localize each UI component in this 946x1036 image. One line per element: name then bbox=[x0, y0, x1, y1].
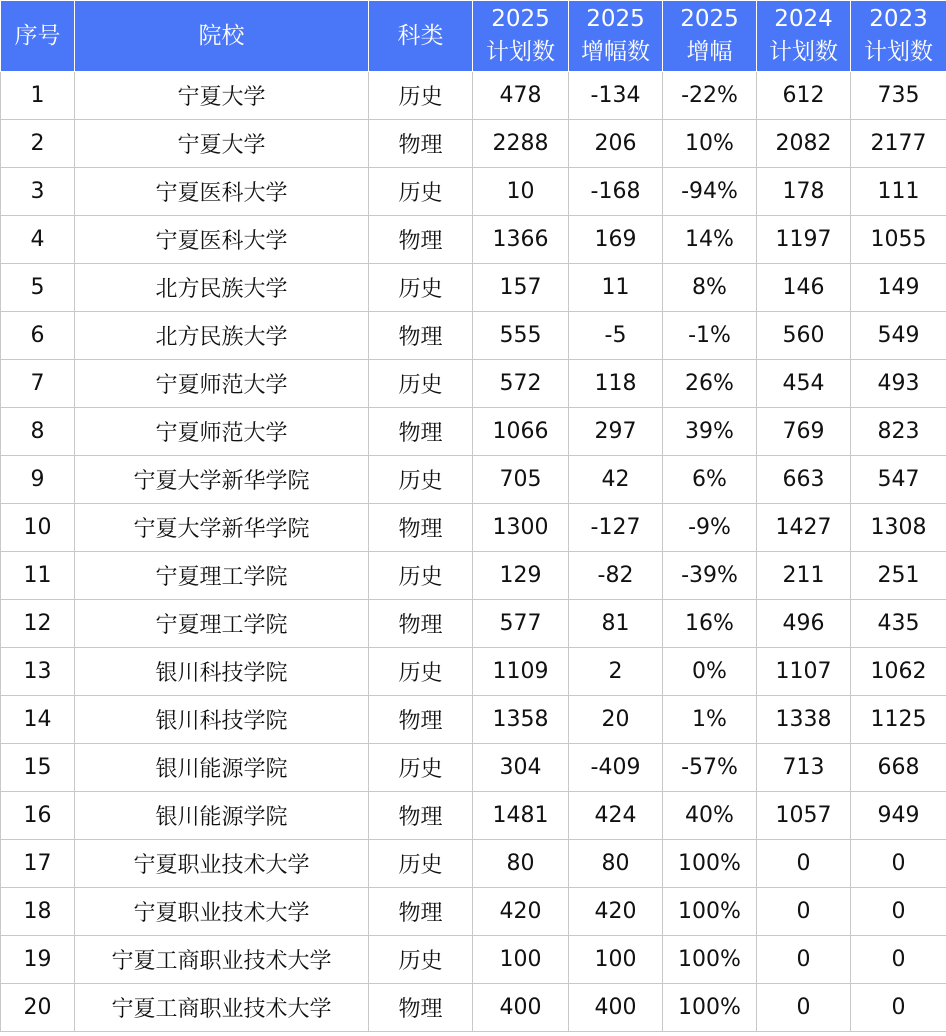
cell-school: 宁夏职业技术大学 bbox=[75, 840, 369, 888]
cell-2025-plan: 555 bbox=[473, 312, 569, 360]
cell-2025-change-rate: 100% bbox=[663, 840, 757, 888]
cell-2025-change: -409 bbox=[569, 744, 663, 792]
cell-school: 宁夏大学 bbox=[75, 120, 369, 168]
cell-index: 18 bbox=[1, 888, 75, 936]
cell-2024-plan: 1338 bbox=[757, 696, 851, 744]
table-row bbox=[1, 984, 946, 1032]
header-label-line: 2025 bbox=[680, 6, 739, 32]
header-label-line: 院校 bbox=[198, 22, 245, 49]
cell-2023-plan: 0 bbox=[851, 936, 946, 984]
cell-2025-change-rate: 6% bbox=[663, 456, 757, 504]
table-header bbox=[1, 1, 946, 72]
cell-2025-change: 400 bbox=[569, 984, 663, 1032]
cell-2023-plan: 735 bbox=[851, 72, 946, 120]
cell-school: 宁夏医科大学 bbox=[75, 168, 369, 216]
cell-2024-plan: 663 bbox=[757, 456, 851, 504]
cell-2023-plan: 111 bbox=[851, 168, 946, 216]
cell-school: 北方民族大学 bbox=[75, 312, 369, 360]
header-2025-change bbox=[569, 1, 663, 72]
cell-2023-plan: 547 bbox=[851, 456, 946, 504]
table-row bbox=[1, 120, 946, 168]
header-label-line: 科类 bbox=[397, 22, 444, 49]
cell-subject: 物理 bbox=[369, 504, 473, 552]
cell-index: 10 bbox=[1, 504, 75, 552]
cell-2024-plan: 769 bbox=[757, 408, 851, 456]
cell-2023-plan: 1062 bbox=[851, 648, 946, 696]
header-index bbox=[1, 1, 75, 72]
cell-subject: 历史 bbox=[369, 648, 473, 696]
header-label-line: 增幅数 bbox=[581, 39, 650, 65]
header-label-line: 2025 bbox=[586, 6, 645, 32]
cell-2025-change: -134 bbox=[569, 72, 663, 120]
cell-2025-plan: 1358 bbox=[473, 696, 569, 744]
cell-school: 银川能源学院 bbox=[75, 792, 369, 840]
cell-2025-change: 2 bbox=[569, 648, 663, 696]
cell-2025-plan: 577 bbox=[473, 600, 569, 648]
cell-2025-plan: 129 bbox=[473, 552, 569, 600]
cell-2025-plan: 1366 bbox=[473, 216, 569, 264]
cell-2024-plan: 0 bbox=[757, 936, 851, 984]
cell-2025-change-rate: 39% bbox=[663, 408, 757, 456]
table-row bbox=[1, 72, 946, 120]
cell-2025-change: -127 bbox=[569, 504, 663, 552]
cell-2025-change: 100 bbox=[569, 936, 663, 984]
cell-2025-change-rate: 10% bbox=[663, 120, 757, 168]
cell-2023-plan: 823 bbox=[851, 408, 946, 456]
cell-subject: 物理 bbox=[369, 888, 473, 936]
cell-2024-plan: 0 bbox=[757, 840, 851, 888]
cell-school: 宁夏医科大学 bbox=[75, 216, 369, 264]
cell-subject: 历史 bbox=[369, 936, 473, 984]
cell-2024-plan: 560 bbox=[757, 312, 851, 360]
cell-subject: 物理 bbox=[369, 408, 473, 456]
cell-2025-change-rate: 8% bbox=[663, 264, 757, 312]
cell-2025-change: 42 bbox=[569, 456, 663, 504]
header-label-line: 计划数 bbox=[486, 39, 555, 65]
cell-subject: 历史 bbox=[369, 840, 473, 888]
cell-2024-plan: 178 bbox=[757, 168, 851, 216]
table-row bbox=[1, 696, 946, 744]
cell-2025-change-rate: -9% bbox=[663, 504, 757, 552]
cell-index: 1 bbox=[1, 72, 75, 120]
cell-index: 8 bbox=[1, 408, 75, 456]
cell-2025-change: 81 bbox=[569, 600, 663, 648]
cell-2025-change: 420 bbox=[569, 888, 663, 936]
table-row bbox=[1, 312, 946, 360]
cell-2025-change: 11 bbox=[569, 264, 663, 312]
cell-2025-plan: 10 bbox=[473, 168, 569, 216]
cell-subject: 物理 bbox=[369, 600, 473, 648]
cell-school: 宁夏职业技术大学 bbox=[75, 888, 369, 936]
cell-index: 2 bbox=[1, 120, 75, 168]
cell-2024-plan: 496 bbox=[757, 600, 851, 648]
header-label-line: 计划数 bbox=[864, 39, 933, 65]
cell-subject: 物理 bbox=[369, 216, 473, 264]
cell-school: 宁夏工商职业技术大学 bbox=[75, 984, 369, 1032]
cell-2025-change-rate: -1% bbox=[663, 312, 757, 360]
cell-index: 3 bbox=[1, 168, 75, 216]
header-2023-plan bbox=[851, 1, 946, 72]
table-row bbox=[1, 888, 946, 936]
cell-2024-plan: 2082 bbox=[757, 120, 851, 168]
cell-school: 银川能源学院 bbox=[75, 744, 369, 792]
cell-subject: 物理 bbox=[369, 120, 473, 168]
cell-school: 宁夏工商职业技术大学 bbox=[75, 936, 369, 984]
cell-2023-plan: 1055 bbox=[851, 216, 946, 264]
cell-2025-change-rate: 100% bbox=[663, 936, 757, 984]
table-row bbox=[1, 168, 946, 216]
header-label-line: 计划数 bbox=[769, 39, 838, 65]
cell-2025-change: 297 bbox=[569, 408, 663, 456]
cell-2025-plan: 478 bbox=[473, 72, 569, 120]
cell-2025-change: 20 bbox=[569, 696, 663, 744]
header-subject bbox=[369, 1, 473, 72]
cell-2025-plan: 2288 bbox=[473, 120, 569, 168]
header-row bbox=[1, 1, 946, 72]
table-row bbox=[1, 408, 946, 456]
cell-subject: 历史 bbox=[369, 264, 473, 312]
table-row bbox=[1, 264, 946, 312]
cell-2023-plan: 0 bbox=[851, 888, 946, 936]
cell-2024-plan: 0 bbox=[757, 984, 851, 1032]
cell-index: 11 bbox=[1, 552, 75, 600]
cell-school: 银川科技学院 bbox=[75, 648, 369, 696]
cell-school: 宁夏师范大学 bbox=[75, 408, 369, 456]
cell-2025-plan: 1066 bbox=[473, 408, 569, 456]
cell-2025-plan: 1481 bbox=[473, 792, 569, 840]
cell-index: 19 bbox=[1, 936, 75, 984]
cell-2025-change-rate: 100% bbox=[663, 984, 757, 1032]
cell-2025-plan: 304 bbox=[473, 744, 569, 792]
header-2025-plan bbox=[473, 1, 569, 72]
cell-2024-plan: 612 bbox=[757, 72, 851, 120]
table-row bbox=[1, 456, 946, 504]
cell-index: 9 bbox=[1, 456, 75, 504]
header-label-line: 2023 bbox=[869, 6, 928, 32]
cell-2024-plan: 211 bbox=[757, 552, 851, 600]
cell-2025-change-rate: -94% bbox=[663, 168, 757, 216]
cell-school: 宁夏大学新华学院 bbox=[75, 504, 369, 552]
table-row bbox=[1, 648, 946, 696]
cell-school: 宁夏师范大学 bbox=[75, 360, 369, 408]
cell-2025-plan: 400 bbox=[473, 984, 569, 1032]
header-label-line: 2025 bbox=[491, 6, 550, 32]
cell-2025-change-rate: 16% bbox=[663, 600, 757, 648]
cell-subject: 历史 bbox=[369, 168, 473, 216]
cell-index: 4 bbox=[1, 216, 75, 264]
cell-subject: 历史 bbox=[369, 72, 473, 120]
cell-2025-change: -168 bbox=[569, 168, 663, 216]
cell-school: 宁夏理工学院 bbox=[75, 552, 369, 600]
table-row bbox=[1, 216, 946, 264]
header-label-line: 增幅 bbox=[686, 39, 733, 65]
cell-2025-change-rate: 1% bbox=[663, 696, 757, 744]
header-label-line: 序号 bbox=[14, 22, 61, 49]
cell-2025-change: 206 bbox=[569, 120, 663, 168]
cell-2025-plan: 157 bbox=[473, 264, 569, 312]
cell-subject: 历史 bbox=[369, 456, 473, 504]
cell-2024-plan: 1107 bbox=[757, 648, 851, 696]
cell-2023-plan: 435 bbox=[851, 600, 946, 648]
table-row bbox=[1, 792, 946, 840]
cell-index: 7 bbox=[1, 360, 75, 408]
cell-2023-plan: 668 bbox=[851, 744, 946, 792]
table-row bbox=[1, 744, 946, 792]
cell-index: 13 bbox=[1, 648, 75, 696]
cell-subject: 历史 bbox=[369, 552, 473, 600]
cell-2023-plan: 1125 bbox=[851, 696, 946, 744]
cell-2023-plan: 0 bbox=[851, 984, 946, 1032]
cell-school: 宁夏理工学院 bbox=[75, 600, 369, 648]
cell-school: 宁夏大学新华学院 bbox=[75, 456, 369, 504]
cell-subject: 物理 bbox=[369, 696, 473, 744]
cell-2025-plan: 100 bbox=[473, 936, 569, 984]
cell-2023-plan: 2177 bbox=[851, 120, 946, 168]
cell-subject: 历史 bbox=[369, 360, 473, 408]
cell-2025-change-rate: 26% bbox=[663, 360, 757, 408]
cell-2025-plan: 705 bbox=[473, 456, 569, 504]
cell-2025-change: 118 bbox=[569, 360, 663, 408]
cell-2025-plan: 1109 bbox=[473, 648, 569, 696]
cell-index: 17 bbox=[1, 840, 75, 888]
cell-2025-plan: 80 bbox=[473, 840, 569, 888]
header-2024-plan bbox=[757, 1, 851, 72]
cell-2023-plan: 149 bbox=[851, 264, 946, 312]
cell-2025-change-rate: -39% bbox=[663, 552, 757, 600]
cell-2025-change: -82 bbox=[569, 552, 663, 600]
cell-2024-plan: 1427 bbox=[757, 504, 851, 552]
cell-2025-change-rate: 14% bbox=[663, 216, 757, 264]
cell-2025-change-rate: 0% bbox=[663, 648, 757, 696]
cell-2024-plan: 713 bbox=[757, 744, 851, 792]
table-row bbox=[1, 552, 946, 600]
cell-2024-plan: 1197 bbox=[757, 216, 851, 264]
cell-2024-plan: 1057 bbox=[757, 792, 851, 840]
cell-2023-plan: 0 bbox=[851, 840, 946, 888]
cell-subject: 物理 bbox=[369, 312, 473, 360]
cell-school: 银川科技学院 bbox=[75, 696, 369, 744]
cell-subject: 物理 bbox=[369, 984, 473, 1032]
table-body bbox=[1, 72, 946, 1032]
cell-2025-plan: 572 bbox=[473, 360, 569, 408]
cell-2024-plan: 454 bbox=[757, 360, 851, 408]
cell-school: 北方民族大学 bbox=[75, 264, 369, 312]
header-school bbox=[75, 1, 369, 72]
table-row bbox=[1, 504, 946, 552]
cell-index: 14 bbox=[1, 696, 75, 744]
cell-school: 宁夏大学 bbox=[75, 72, 369, 120]
cell-2024-plan: 146 bbox=[757, 264, 851, 312]
cell-2023-plan: 549 bbox=[851, 312, 946, 360]
cell-2023-plan: 493 bbox=[851, 360, 946, 408]
cell-2025-plan: 1300 bbox=[473, 504, 569, 552]
cell-2023-plan: 251 bbox=[851, 552, 946, 600]
cell-2025-change: 424 bbox=[569, 792, 663, 840]
table-row bbox=[1, 936, 946, 984]
cell-index: 5 bbox=[1, 264, 75, 312]
cell-index: 20 bbox=[1, 984, 75, 1032]
cell-2023-plan: 949 bbox=[851, 792, 946, 840]
cell-2025-change: -5 bbox=[569, 312, 663, 360]
cell-2025-change: 169 bbox=[569, 216, 663, 264]
header-2025-change-rate bbox=[663, 1, 757, 72]
header-label-line: 2024 bbox=[774, 6, 833, 32]
cell-2025-plan: 420 bbox=[473, 888, 569, 936]
cell-2025-change-rate: 100% bbox=[663, 888, 757, 936]
cell-2025-change-rate: -57% bbox=[663, 744, 757, 792]
cell-2025-change-rate: -22% bbox=[663, 72, 757, 120]
table-row bbox=[1, 360, 946, 408]
cell-index: 12 bbox=[1, 600, 75, 648]
cell-subject: 物理 bbox=[369, 792, 473, 840]
table-row bbox=[1, 840, 946, 888]
cell-2024-plan: 0 bbox=[757, 888, 851, 936]
cell-2025-change: 80 bbox=[569, 840, 663, 888]
cell-2023-plan: 1308 bbox=[851, 504, 946, 552]
cell-index: 6 bbox=[1, 312, 75, 360]
cell-subject: 历史 bbox=[369, 744, 473, 792]
cell-index: 15 bbox=[1, 744, 75, 792]
cell-2025-change-rate: 40% bbox=[663, 792, 757, 840]
table-row bbox=[1, 600, 946, 648]
cell-index: 16 bbox=[1, 792, 75, 840]
